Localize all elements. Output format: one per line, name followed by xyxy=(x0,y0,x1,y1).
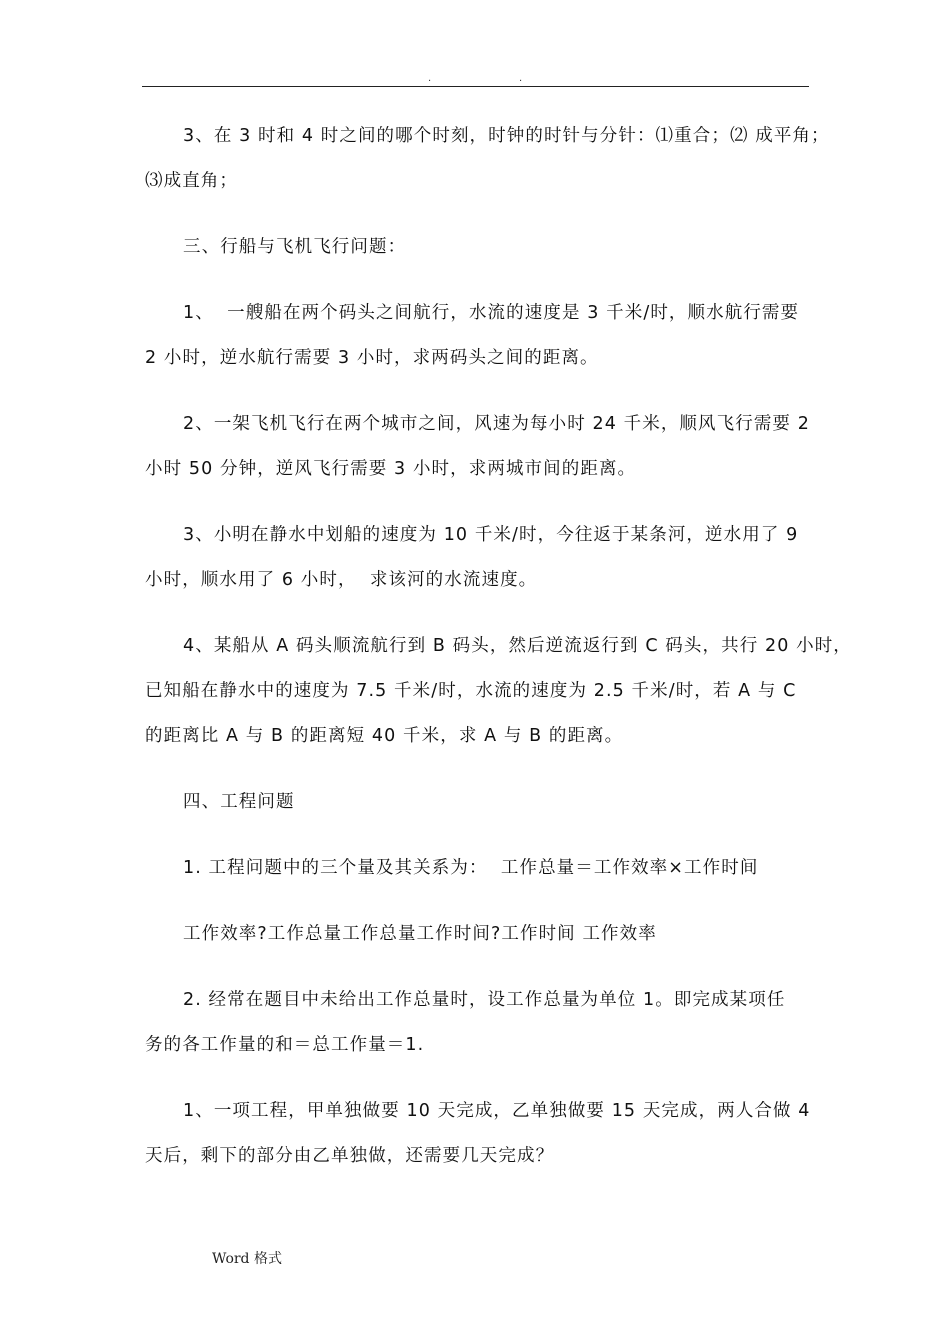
paragraph-line: 2、一架飞机飞行在两个城市之间，风速为每小时 24 千米，顺风飞行需要 2 xyxy=(183,414,810,434)
paragraph-line: ⑶成直角； xyxy=(145,171,238,191)
paragraph-line: 1. 工程问题中的三个量及其关系为： 工作总量＝工作效率×工作时间 xyxy=(183,858,759,878)
paragraph-line: 1、一项工程，甲单独做要 10 天完成，乙单独做要 15 天完成，两人合做 4 xyxy=(183,1101,811,1121)
paragraph-line: 4、某船从 A 码头顺流航行到 B 码头，然后逆流返行到 C 码头，共行 20 小时， xyxy=(183,636,852,656)
footer-label: Word 格式 xyxy=(212,1251,282,1267)
paragraph-line: 3、小明在静水中划船的速度为 10 千米/时，今往返于某条河，逆水用了 9 xyxy=(183,525,799,545)
paragraph-line: 1、 一艘船在两个码头之间航行，水流的速度是 3 千米/时，顺水航行需要 xyxy=(183,303,800,323)
header-dot-right: . xyxy=(519,73,523,84)
paragraph-line: 务的各工作量的和＝总工作量＝1. xyxy=(145,1035,425,1055)
paragraph-line: 2. 经常在题目中未给出工作总量时，设工作总量为单位 1。即完成某项任 xyxy=(183,990,786,1010)
header-rule xyxy=(142,86,809,87)
paragraph-line: 天后，剩下的部分由乙单独做，还需要几天完成？ xyxy=(145,1146,555,1166)
section-heading-boats-planes: 三、行船与飞机飞行问题： xyxy=(183,237,407,257)
paragraph-line: 2 小时，逆水航行需要 3 小时，求两码头之间的距离。 xyxy=(145,348,599,368)
formula-line: 工作效率?工作总量工作总量工作时间?工作时间 工作效率 xyxy=(183,924,657,944)
paragraph-line: 3、在 3 时和 4 时之间的哪个时刻，时钟的时针与分针：⑴重合；⑵ 成平角； xyxy=(183,126,830,146)
paragraph-line: 小时 50 分钟，逆风飞行需要 3 小时，求两城市间的距离。 xyxy=(145,459,637,479)
paragraph-line: 的距离比 A 与 B 的距离短 40 千米，求 A 与 B 的距离。 xyxy=(145,726,624,746)
header-dot-left: . xyxy=(428,73,432,84)
paragraph-line: 小时，顺水用了 6 小时， 求该河的水流速度。 xyxy=(145,570,538,590)
section-heading-work: 四、工程问题 xyxy=(183,792,295,812)
paragraph-line: 已知船在静水中的速度为 7.5 千米/时，水流的速度为 2.5 千米/时，若 A 与 C xyxy=(145,681,797,701)
